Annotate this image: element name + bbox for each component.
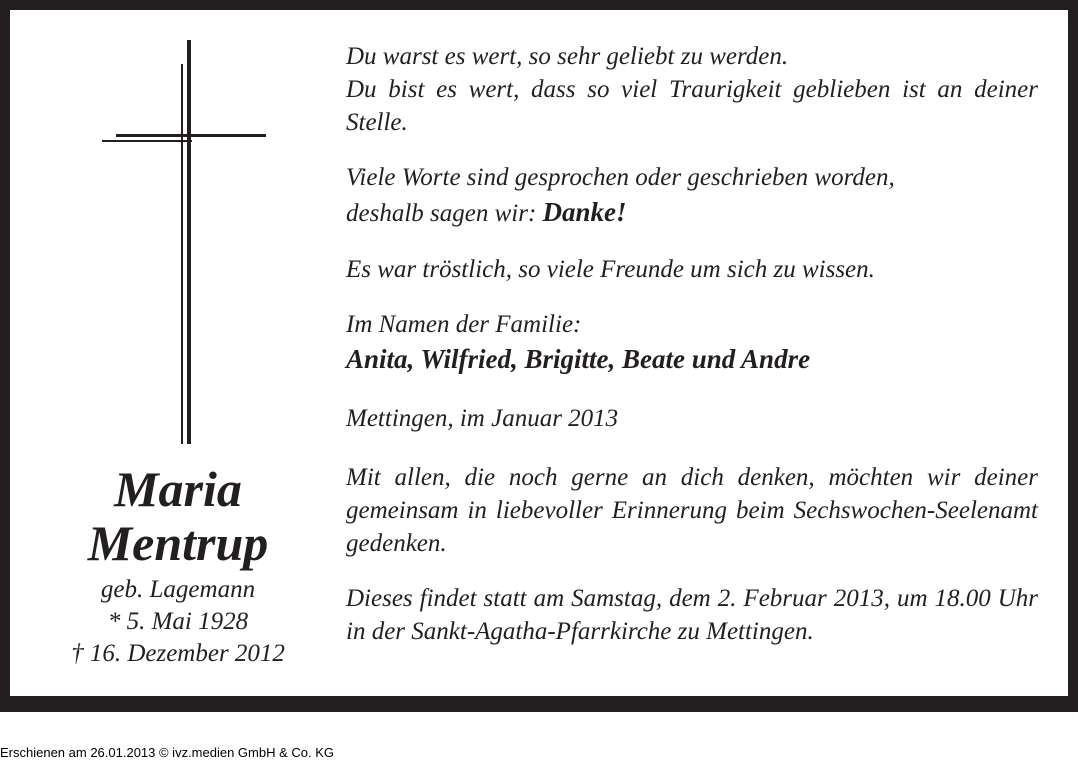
family-intro: Im Namen der Familie: xyxy=(346,311,582,338)
thanks-word: Danke! xyxy=(542,197,627,227)
family-names: Anita, Wilfried, Brigitte, Beate und Andre xyxy=(346,344,811,374)
thanks-line-2: deshalb sagen wir: Danke! xyxy=(346,197,627,227)
place-date: Mettingen, im Januar 2013 xyxy=(346,405,619,432)
first-name: Maria xyxy=(114,461,242,517)
birth-name: geb. Lagemann xyxy=(100,576,256,603)
memorial-text: Mit allen, die noch gerne an dich denken, möchten wir deiner gemeinsam in liebevoller Erinnerung beim Sechswochen-Seelenamt gedenken. xyxy=(346,464,1038,557)
last-name: Mentrup xyxy=(87,515,269,571)
service-text: Dieses findet statt am Samstag, dem 2. Februar 2013, um 18.00 Uhr in der Sankt-Agatha-Pfarrkirche zu Mettingen. xyxy=(346,585,1038,645)
cross-icon xyxy=(102,40,268,446)
deceased-block xyxy=(50,462,306,670)
notice-text xyxy=(346,40,1038,648)
verse-line-2: Du bist es wert, dass so viel Traurigkeit geblieben ist an deiner Stelle. xyxy=(346,76,1038,136)
thanks-line-1: Viele Worte sind gesprochen oder geschrieben worden, xyxy=(346,164,895,191)
birth-date: * 5. Mai 1928 xyxy=(107,608,249,635)
publication-footer: Erschienen am 26.01.2013 © ivz.medien GmbH & Co. KG xyxy=(0,745,335,760)
verse-line-1: Du warst es wert, so sehr geliebt zu werden. xyxy=(346,43,789,70)
death-date: † 16. Dezember 2012 xyxy=(71,640,285,667)
comfort-line: Es war tröstlich, so viele Freunde um sich zu wissen. xyxy=(346,256,875,283)
